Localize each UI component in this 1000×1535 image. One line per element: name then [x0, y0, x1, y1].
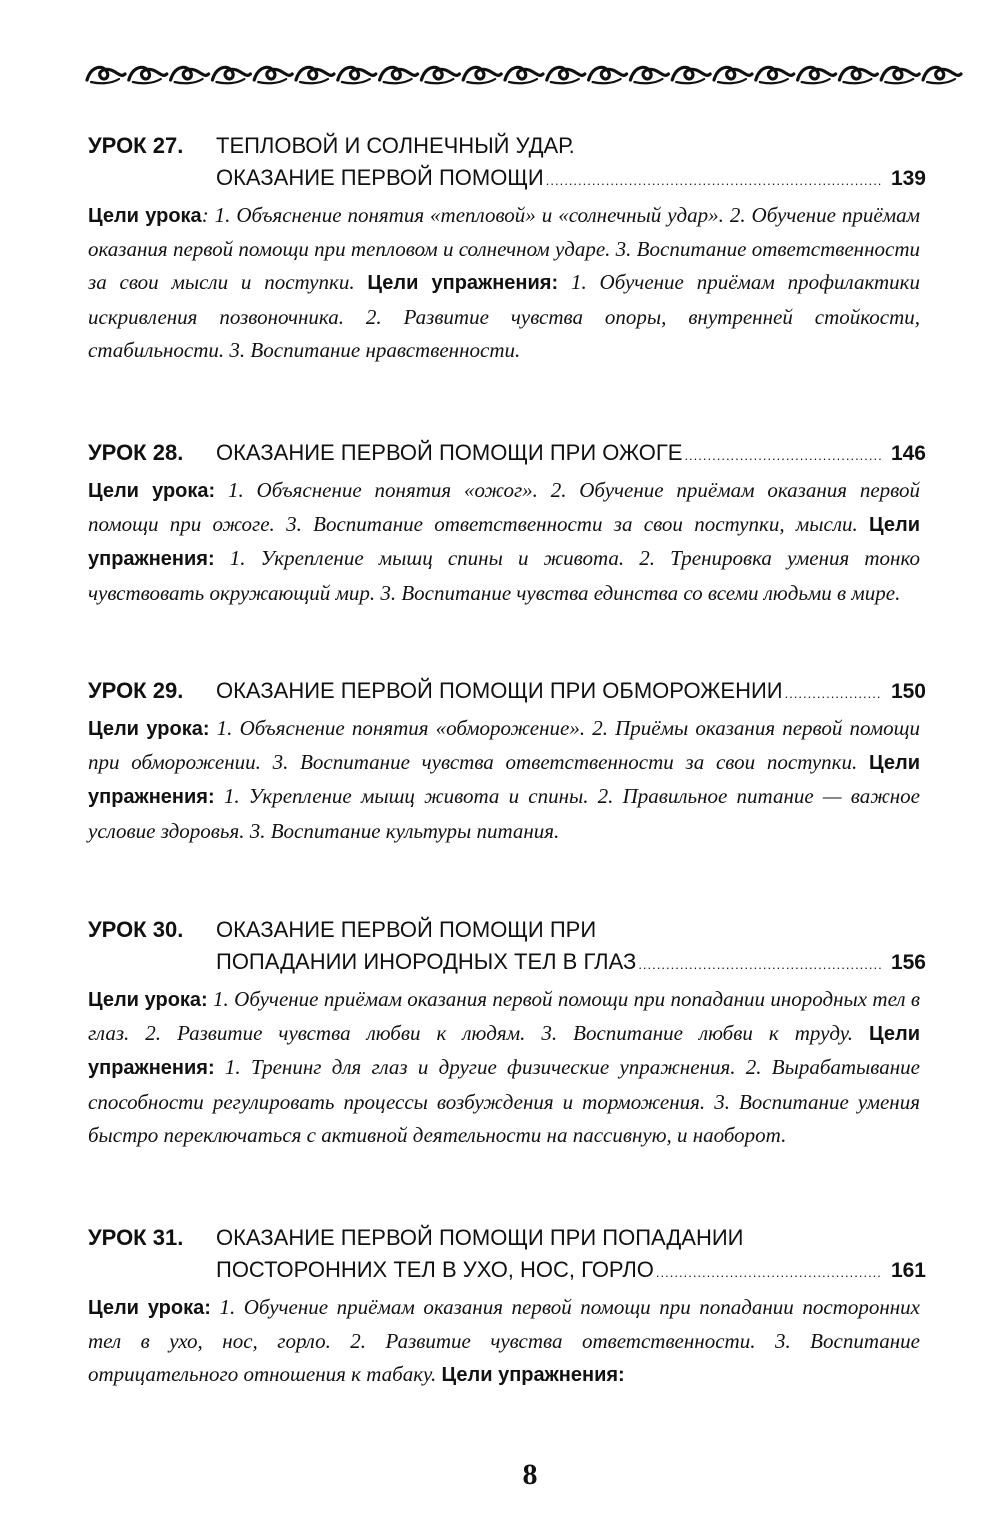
- lesson-goals-label: Цели урока:: [88, 480, 216, 502]
- ornament-swirl: [714, 67, 752, 83]
- lesson-description: [88, 474, 920, 610]
- ornament-swirl: [881, 67, 919, 83]
- ornament-swirl: [129, 67, 167, 83]
- exercise-goals-text: 1. Обучение приёмам профилактики искривления позвоночника. 2. Развитие чувства опоры, внутренней стойкости, стабильности. 3. Воспитание нравственности.: [88, 270, 920, 362]
- page-number: 8: [522, 1458, 538, 1491]
- exercise-goals-text: 1. Укрепление мышц спины и живота. 2. Тренировка умения тонко чувствовать окружающий мир. 3. Воспитание чувства единства со всеми людьми в мире.: [88, 546, 920, 605]
- lesson-description: [88, 712, 920, 848]
- toc-entry-heading-continued: [88, 162, 926, 197]
- exercise-goals-label: Цели упражнения:: [88, 752, 920, 809]
- page-reference: 150: [890, 680, 926, 703]
- ornament-swirl: [756, 67, 794, 83]
- lesson-number: УРОК 27.: [88, 133, 184, 158]
- exercise-goals-label: Цели упражнения:: [88, 514, 920, 571]
- toc-entry-heading: [88, 1222, 926, 1254]
- ornament-swirl: [380, 67, 418, 83]
- ornament-swirl: [212, 67, 250, 83]
- ornament-swirl: [547, 67, 585, 83]
- lesson-number: УРОК 28.: [88, 440, 184, 465]
- lesson-title-continued: ОКАЗАНИЕ ПЕРВОЙ ПОМОЩИ: [216, 165, 544, 190]
- dot-leader: [656, 1257, 882, 1289]
- ornament-swirl: [672, 67, 710, 83]
- lesson-number: УРОК 31.: [88, 1225, 184, 1250]
- toc-entry-lesson-27[interactable]: [88, 130, 926, 367]
- lesson-number: УРОК 30.: [88, 917, 184, 942]
- dot-leader: [785, 678, 882, 710]
- toc-entry-heading: [88, 675, 926, 710]
- toc-entry-lesson-31[interactable]: [88, 1222, 926, 1393]
- lesson-goals-text: 1. Объяснение понятия «ожог». 2. Обучение приёмам оказания первой помощи при ожоге. 3. Воспитание ответственности за свои поступки, мысли.: [88, 478, 920, 537]
- toc-entry-lesson-29[interactable]: [88, 675, 926, 848]
- page-reference: 161: [890, 1259, 926, 1282]
- lesson-description: [88, 1291, 920, 1393]
- page-reference: 156: [890, 951, 926, 974]
- toc-entry-heading: [88, 914, 926, 946]
- ornament-swirl: [839, 67, 877, 83]
- dot-leader: [684, 440, 882, 472]
- exercise-goals-text: 1. Укрепление мышц живота и спины. 2. Правильное питание — важное условие здоровья. 3. Воспитание культуры питания.: [88, 784, 920, 843]
- ornament-swirl: [338, 67, 376, 83]
- lesson-goals-text: 1. Обучение приёмам оказания первой помощи при попадании инородных тел в глаз. 2. Развитие чувства любви к людям. 3. Воспитание любви к труду.: [88, 987, 920, 1046]
- exercise-goals-label: Цели упражнения:: [88, 1023, 920, 1080]
- ornament-swirl: [421, 67, 459, 83]
- ornament-swirl: [171, 67, 209, 83]
- lesson-goals-text: 1. Обучение приёмам оказания первой помощи при попадании посторонних тел в ухо, нос, горло. 2. Развитие чувства ответственности. 3. Воспитание отрицательного отношения к табаку.: [88, 1295, 920, 1387]
- dot-leader: [638, 949, 882, 981]
- ornament-swirl: [630, 67, 668, 83]
- lesson-title: ОКАЗАНИЕ ПЕРВОЙ ПОМОЩИ ПРИ ОЖОГЕ: [216, 440, 683, 465]
- toc-entry-lesson-28[interactable]: [88, 437, 926, 610]
- lesson-goals-label: Цели урока:: [88, 989, 208, 1011]
- lesson-title-continued: ПОСТОРОННИХ ТЕЛ В УХО, НОС, ГОРЛО: [216, 1257, 654, 1282]
- decorative-ornament-border: [85, 60, 965, 88]
- exercise-goals-label: Цели упражнения:: [367, 272, 559, 295]
- exercise-goals-label: Цели упражнения:: [441, 1364, 625, 1387]
- toc-entry-heading: [88, 437, 926, 472]
- dot-leader: [546, 165, 882, 197]
- ornament-swirl: [254, 67, 292, 83]
- lesson-description: [88, 199, 920, 367]
- lesson-goals-label: Цели урока:: [88, 718, 210, 740]
- lesson-title: ТЕПЛОВОЙ И СОЛНЕЧНЫЙ УДАР.: [216, 133, 575, 158]
- toc-entry-heading-continued: [88, 946, 926, 981]
- lesson-goals-text: 1. Объяснение понятия «обморожение». 2. Приёмы оказания первой помощи при обморожении. 3. Воспитание чувства ответственности за свои поступки.: [88, 716, 920, 775]
- lesson-description: [88, 983, 920, 1152]
- ornament-swirl: [463, 67, 501, 83]
- ornament-swirl: [505, 67, 543, 83]
- lesson-title-continued: ПОПАДАНИИ ИНОРОДНЫХ ТЕЛ В ГЛАЗ: [216, 949, 637, 974]
- lesson-goals-text: : 1. Объяснение понятия «тепловой» и «солнечный удар». 2. Обучение приёмам оказания первой помощи при тепловом и солнечном ударе. 3. Воспитание ответственности за свои мысли и поступки.: [88, 203, 920, 295]
- ornament-swirl: [296, 67, 334, 83]
- lesson-title: ОКАЗАНИЕ ПЕРВОЙ ПОМОЩИ ПРИ ПОПАДАНИИ: [216, 1225, 744, 1250]
- ornament-swirl: [589, 67, 627, 83]
- toc-entry-heading-continued: [88, 1254, 926, 1289]
- ornament-swirl: [923, 67, 961, 83]
- toc-entry-lesson-30[interactable]: [88, 914, 926, 1152]
- lesson-number: УРОК 29.: [88, 678, 184, 703]
- page-reference: 146: [890, 442, 926, 465]
- lesson-goals-label: Цели урока:: [88, 1297, 211, 1319]
- lesson-goals-label: Цели урока: [88, 205, 202, 227]
- ornament-swirl: [87, 67, 125, 83]
- exercise-goals-text: 1. Тренинг для глаз и другие физические упражнения. 2. Вырабатывание способности регулировать процессы возбуждения и торможения. 3. Воспитание умения быстро переключаться с активной деятельности на пассивную, и наоборот.: [88, 1055, 920, 1147]
- ornament-swirl: [798, 67, 836, 83]
- page-reference: 139: [890, 167, 926, 190]
- lesson-title: ОКАЗАНИЕ ПЕРВОЙ ПОМОЩИ ПРИ ОБМОРОЖЕНИИ: [216, 678, 783, 703]
- lesson-title: ОКАЗАНИЕ ПЕРВОЙ ПОМОЩИ ПРИ: [216, 917, 597, 942]
- toc-entry-heading: [88, 130, 926, 162]
